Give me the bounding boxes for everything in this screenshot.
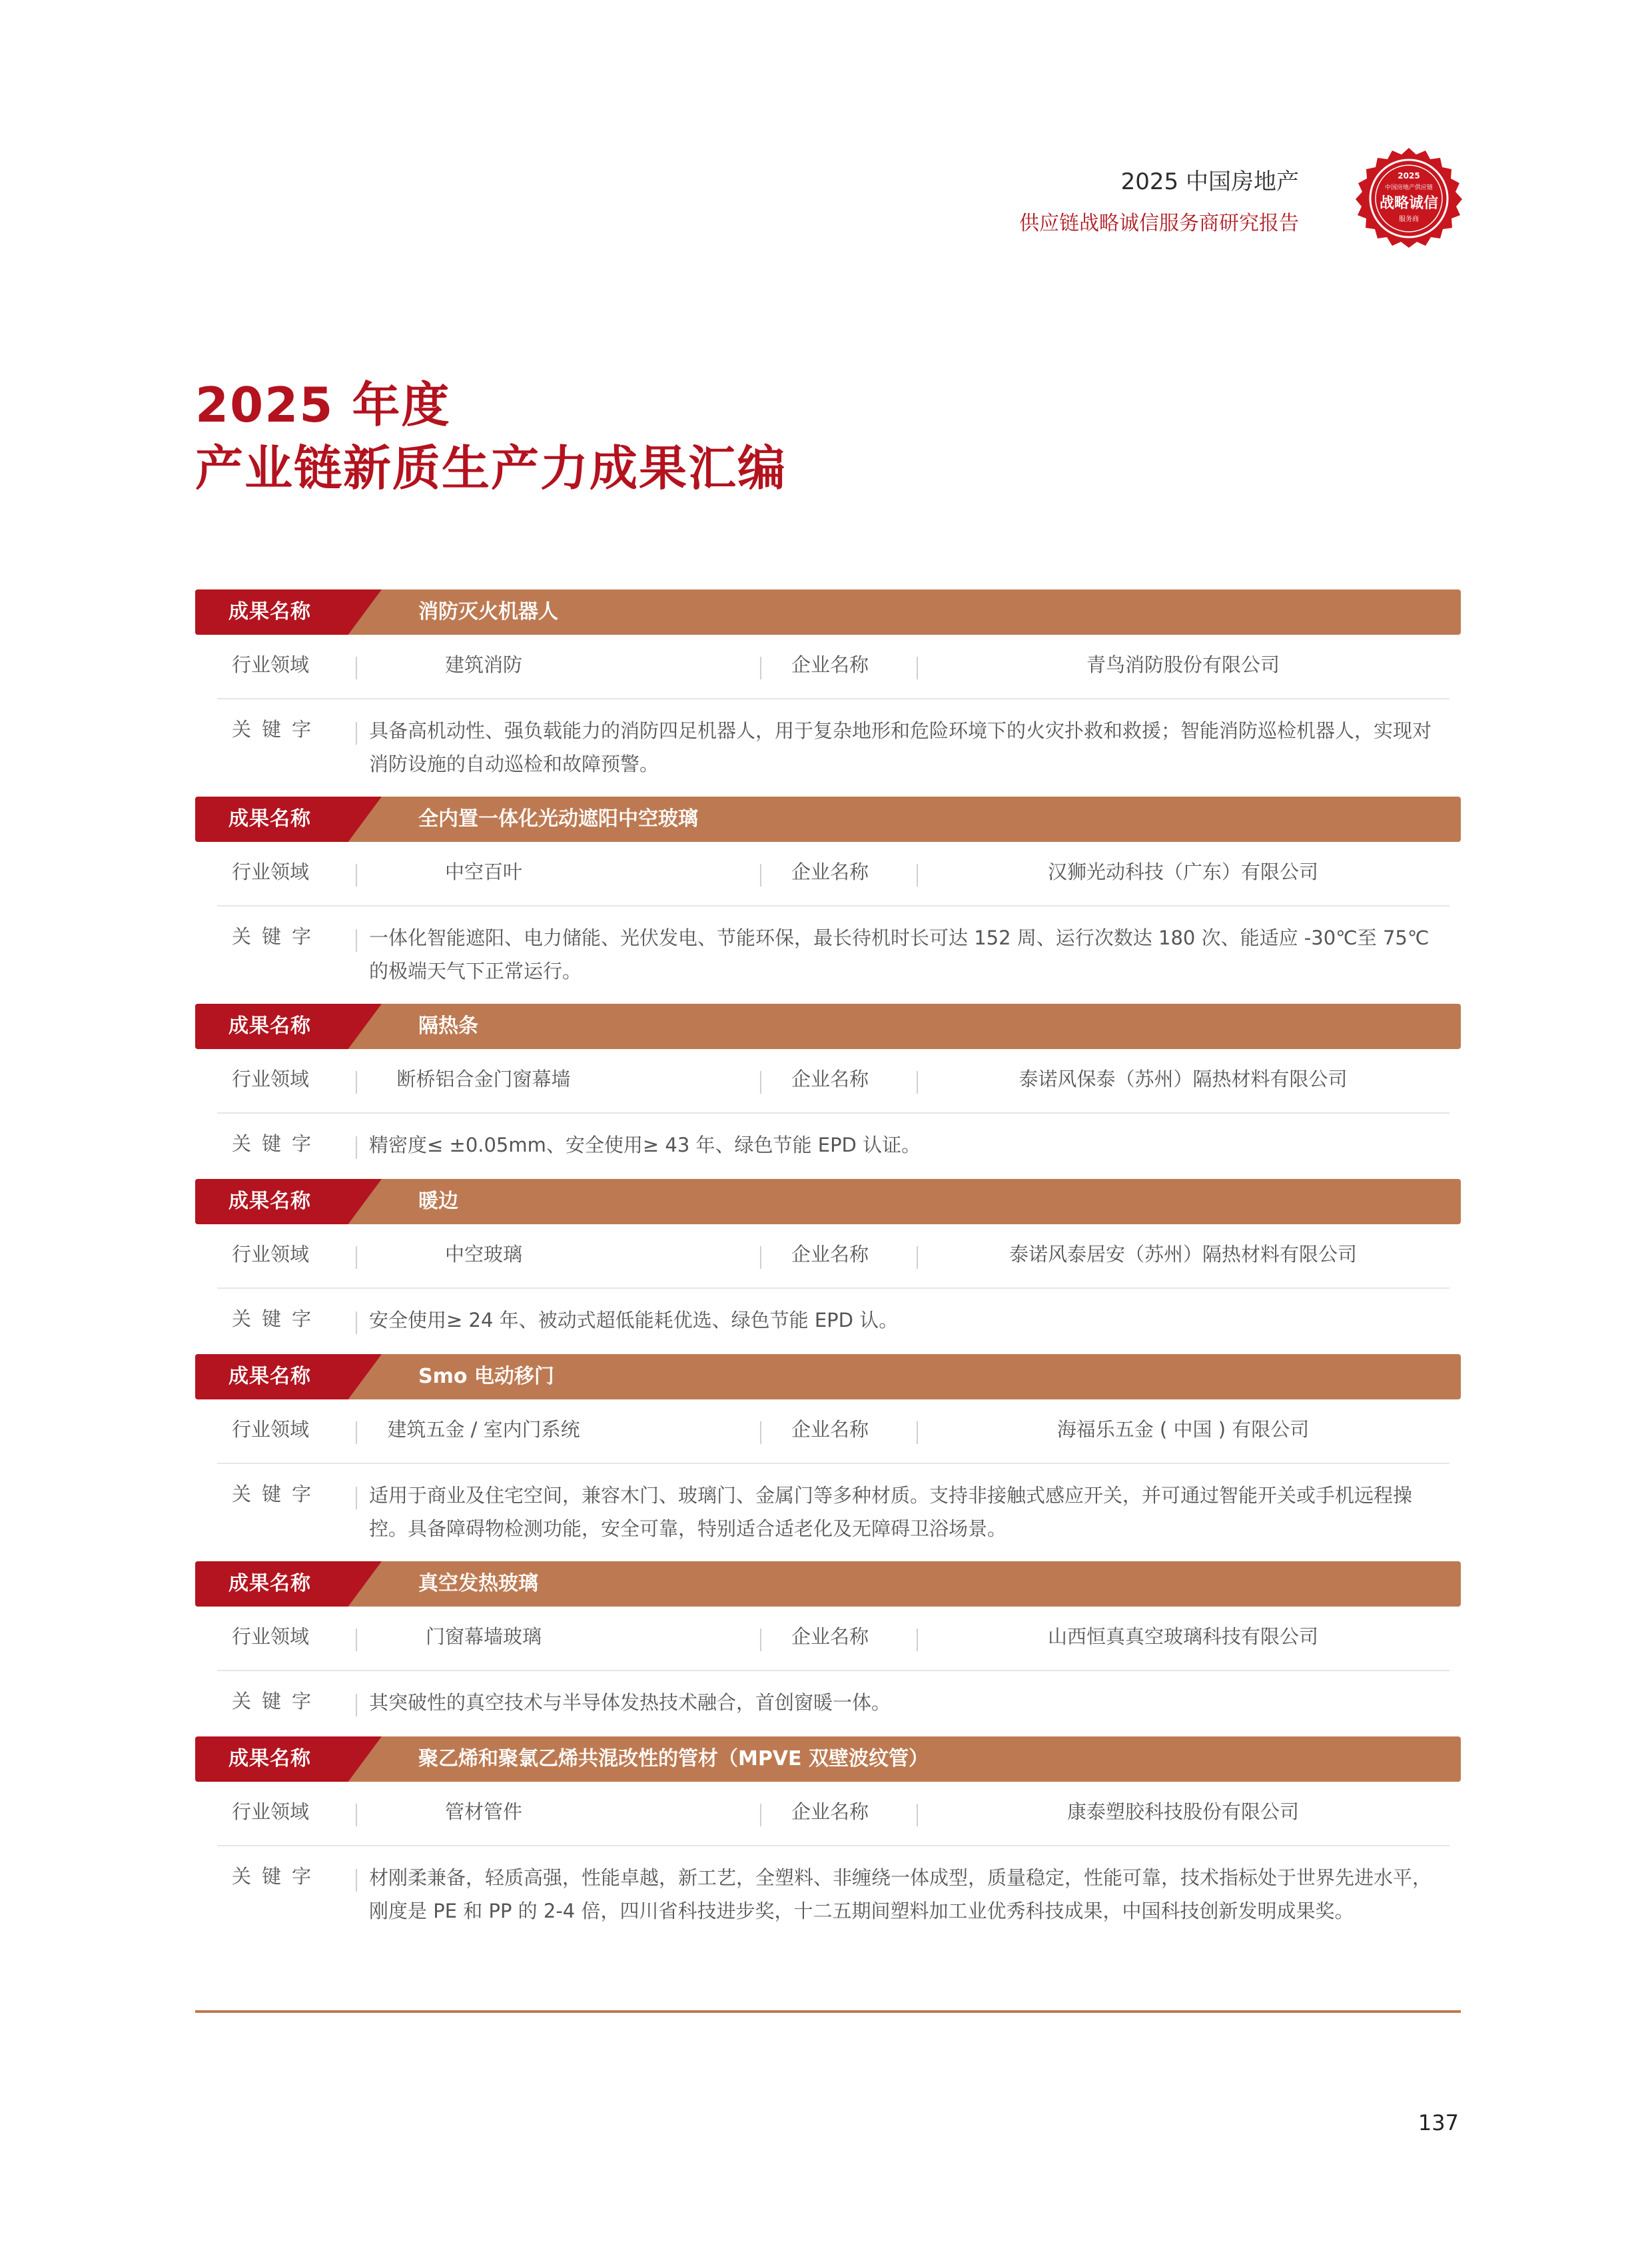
keywords-label: 关键字 [232,925,322,948]
achievement-name-band [195,797,1461,842]
achievement-keywords-row [217,1846,1449,1944]
header-report-title: 供应链战略诚信服务商研究报告 [1019,212,1299,235]
achievement-tag: 成果名称 [228,807,311,831]
keywords-text: 一体化智能遮阳、电力储能、光伏发电、节能环保，最长待机时长可达 152 周、运行次数达 180 次、能适应 -30℃至 75℃的极端天气下正常运行。 [369,927,1430,982]
page-title-year: 2025 年度 [195,377,451,433]
achievement-keywords-row [217,699,1449,797]
achievement-name-band [195,1179,1461,1224]
keywords-label: 关键字 [232,1865,322,1888]
achievement-entry [195,797,1461,1004]
achievement-info-row [217,842,1449,907]
keywords-label: 关键字 [232,1690,322,1712]
achievement-name: 聚乙烯和聚氯乙烯共混改性的管材（MPVE 双壁波纹管） [418,1747,929,1770]
company-label: 企业名称 [791,1418,869,1441]
achievement-info-row [217,1049,1449,1114]
company-label: 企业名称 [791,861,869,883]
industry-value: 中空百叶 [444,861,522,883]
achievement-name-band [195,589,1461,635]
keywords-label: 关键字 [232,1132,322,1155]
industry-value: 断桥铝合金门窗幕墙 [396,1068,571,1090]
industry-value: 中空玻璃 [444,1243,522,1266]
achievement-tag: 成果名称 [228,1190,311,1213]
keywords-label: 关键字 [232,1483,322,1505]
achievement-tag: 成果名称 [228,600,311,623]
company-label: 企业名称 [791,1068,869,1090]
achievement-entry [195,1354,1461,1561]
industry-label: 行业领域 [232,1068,310,1090]
achievement-list [195,589,1461,1944]
company-value: 康泰塑胶科技股份有限公司 [1066,1800,1299,1823]
achievement-keywords-row [217,1114,1449,1179]
page-title: 产业链新质生产力成果汇编 [195,440,787,496]
industry-label: 行业领域 [232,1625,310,1648]
keywords-text: 具备高机动性、强负载能力的消防四足机器人，用于复杂地形和危险环境下的火灾扑救和救援；智能消防巡检机器人，实现对消防设施的自动巡检和故障预警。 [369,719,1432,775]
achievement-keywords-row [217,1671,1449,1736]
achievement-entry [195,1561,1461,1736]
achievement-info-row [217,1607,1449,1671]
keywords-text: 适用于商业及住宅空间，兼容木门、玻璃门、金属门等多种材质。支持非接触式感应开关，并可通过智能开关或手机远程操控。具备障碍物检测功能，安全可靠，特别适合适老化及无障碍卫浴场景。 [369,1484,1413,1540]
keywords-text: 安全使用≥ 24 年、被动式超低能耗优选、绿色节能 EPD 认。 [369,1309,899,1331]
achievement-name: 消防灭火机器人 [418,600,558,623]
industry-value: 建筑五金 / 室内门系统 [387,1418,580,1441]
company-value: 山西恒真真空玻璃科技有限公司 [1047,1625,1318,1648]
seal-text-top: 中国房地产供应链 [1384,185,1434,191]
bottom-divider [195,2010,1461,2013]
achievement-info-row [217,1782,1449,1846]
header-year-line: 2025 中国房地产 [1120,169,1299,195]
achievement-name-band [195,1004,1461,1049]
achievement-info-row [217,635,1449,699]
achievement-keywords-row [217,1464,1449,1561]
company-value: 泰诺风保泰（苏州）隔热材料有限公司 [1019,1068,1348,1090]
industry-value: 建筑消防 [444,653,522,676]
achievement-entry [195,589,1461,797]
achievement-keywords-row [217,1289,1449,1354]
achievement-name: 全内置一体化光动遮阳中空玻璃 [418,807,698,831]
seal-logo-icon [1352,147,1465,260]
page-number: 137 [1418,2110,1459,2135]
achievement-entry [195,1004,1461,1179]
achievement-info-row [217,1399,1449,1464]
industry-value: 门窗幕墙玻璃 [425,1625,542,1648]
company-label: 企业名称 [791,1625,869,1648]
achievement-tag: 成果名称 [228,1365,311,1388]
achievement-tag: 成果名称 [228,1747,311,1770]
achievement-name: 真空发热玻璃 [418,1572,538,1595]
achievement-name: Smo 电动移门 [418,1365,554,1388]
company-label: 企业名称 [791,653,869,676]
achievement-name-band [195,1354,1461,1399]
keywords-label: 关键字 [232,718,322,741]
achievement-name: 隔热条 [418,1014,478,1038]
industry-label: 行业领域 [232,1243,310,1266]
achievement-entry [195,1736,1461,1944]
achievement-tag: 成果名称 [228,1014,311,1038]
keywords-text: 材刚柔兼备，轻质高强，性能卓越，新工艺，全塑料、非缠绕一体成型，质量稳定，性能可靠，技术指标处于世界先进水平，刚度是 PE 和 PP 的 2-4 倍，四川省科技进步奖，十二五期间塑料加工业优秀科技成果，中国科技创新发明成果奖。 [369,1866,1432,1922]
company-value: 海福乐五金 ( 中国 ) 有限公司 [1056,1418,1310,1441]
seal-text-main: 战略诚信 [1379,195,1439,212]
keywords-label: 关键字 [232,1308,322,1330]
keywords-text: 其突破性的真空技术与半导体发热技术融合，首创窗暖一体。 [369,1691,891,1714]
seal-text-year: 2025 [1398,171,1420,181]
seal-text-bottom: 服务商 [1399,216,1419,223]
company-value: 青鸟消防股份有限公司 [1086,653,1280,676]
achievement-keywords-row [217,907,1449,1004]
achievement-name-band [195,1736,1461,1782]
achievement-name: 暖边 [418,1190,458,1213]
achievement-info-row [217,1224,1449,1289]
industry-label: 行业领域 [232,653,310,676]
achievement-name-band [195,1561,1461,1607]
company-value: 泰诺风泰居安（苏州）隔热材料有限公司 [1009,1243,1357,1266]
industry-label: 行业领域 [232,1800,310,1823]
achievement-tag: 成果名称 [228,1572,311,1595]
industry-label: 行业领域 [232,1418,310,1441]
achievement-entry [195,1179,1461,1354]
company-label: 企业名称 [791,1800,869,1823]
company-label: 企业名称 [791,1243,869,1266]
industry-label: 行业领域 [232,861,310,883]
industry-value: 管材管件 [444,1800,522,1823]
keywords-text: 精密度≤ ±0.05mm、安全使用≥ 43 年、绿色节能 EPD 认证。 [369,1134,921,1156]
company-value: 汉狮光动科技（广东）有限公司 [1047,861,1318,883]
